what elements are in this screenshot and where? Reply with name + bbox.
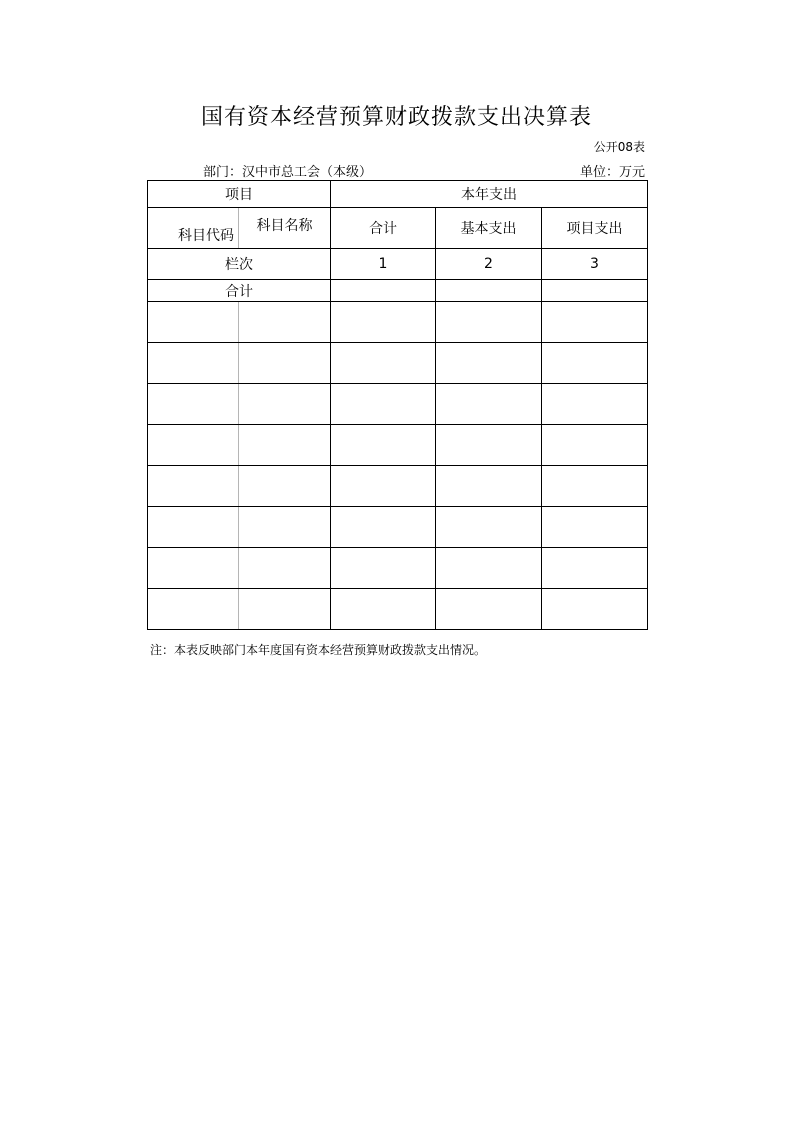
table-cell [542,548,648,589]
header-subject-name [239,208,331,249]
unit-label: 单位：万元 [579,165,645,180]
column-index-2: 2 [436,249,542,280]
total-row-label: 合计 [148,280,331,302]
header-current-year: 本年支出 [331,181,648,208]
table-cell [436,343,542,384]
total-row [148,280,648,302]
table-row [148,384,648,425]
table-row [148,466,648,507]
table-cell [436,302,542,343]
expenditure-table [147,180,648,630]
table-cell [239,384,331,425]
table-cell [542,507,648,548]
column-index-1: 1 [331,249,436,280]
table-cell [331,507,436,548]
table-cell [148,302,239,343]
header-item: 项目 [148,181,331,208]
column-index-label: 栏次 [148,249,331,280]
table-cell [436,548,542,589]
table-cell [436,507,542,548]
table-cell [542,466,648,507]
table-row [148,507,648,548]
table-cell [148,507,239,548]
table-cell [148,466,239,507]
table-cell [239,343,331,384]
table-cell [331,343,436,384]
table-cell [148,384,239,425]
header-subject-name-label: 科目名称 [256,218,313,234]
table-cell [239,589,331,630]
table-cell [239,548,331,589]
table-cell [436,425,542,466]
table-cell [436,384,542,425]
header-subject-code-label: 科目代码 [178,228,234,244]
table-cell [436,589,542,630]
total-project-cell [542,280,648,302]
table-row [148,343,648,384]
table-row [148,425,648,466]
table-cell [436,466,542,507]
table-cell [148,425,239,466]
header-project-expenditure: 项目支出 [542,208,648,249]
total-basic-cell [436,280,542,302]
table-cell [542,425,648,466]
column-index-3: 3 [542,249,648,280]
header-basic-expenditure: 基本支出 [436,208,542,249]
table-cell [239,302,331,343]
table-cell [542,302,648,343]
table-cell [542,343,648,384]
header-subject-code [148,208,239,249]
header-row-2 [148,208,648,249]
table-row [148,302,648,343]
footnote: 注：本表反映部门本年度国有资本经营预算财政拨款支出情况。 [150,643,487,657]
table-cell [542,384,648,425]
column-index-row [148,249,648,280]
table-cell [148,548,239,589]
table-cell [331,425,436,466]
table-cell [239,466,331,507]
table-cell [331,589,436,630]
header-total: 合计 [331,208,436,249]
table-cell [331,548,436,589]
header-row-1 [148,181,648,208]
table-row [148,589,648,630]
table-cell [148,589,239,630]
department-label: 部门：汉中市总工会（本级） [203,165,373,180]
table-cell [542,589,648,630]
table-cell [331,466,436,507]
table-cell [331,384,436,425]
table-cell [148,343,239,384]
table-cell [239,507,331,548]
table-cell [331,302,436,343]
page-title: 国有资本经营预算财政拨款支出决算表 [200,105,592,130]
table-cell [239,425,331,466]
total-cell [331,280,436,302]
form-code: 公开08表 [593,140,645,154]
table-row [148,548,648,589]
